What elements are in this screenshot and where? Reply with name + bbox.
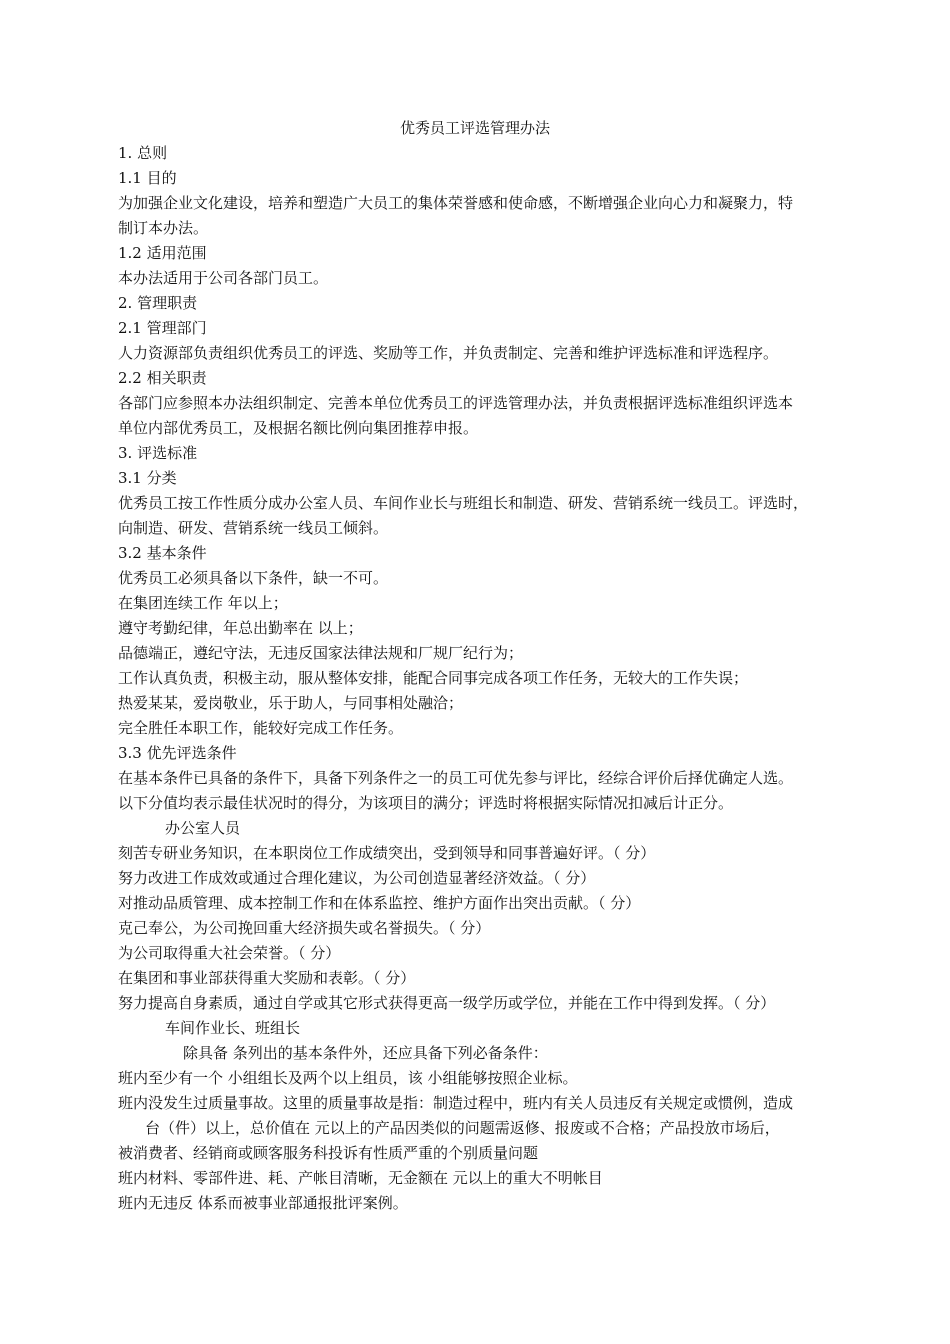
- list-item: 对推动品质管理、成本控制工作和在体系监控、维护方面作出突出贡献。（ 分）: [118, 894, 641, 912]
- list-item: 刻苦专研业务知识，在本职岗位工作成绩突出，受到领导和同事普遍好评。（ 分）: [118, 844, 656, 862]
- paragraph-line: 单位内部优秀员工，及根据名额比例向集团推荐申报。: [118, 419, 479, 437]
- paragraph-line: 本办法适用于公司各部门员工。: [118, 269, 329, 287]
- list-item: 品德端正，遵纪守法，无违反国家法律法规和厂规厂纪行为；: [118, 644, 524, 662]
- list-item: 在集团和事业部获得重大奖励和表彰。（ 分）: [118, 969, 416, 987]
- subsection-heading: 3.3 优先评选条件: [118, 744, 237, 762]
- subsection-heading: 2.2 相关职责: [118, 369, 207, 387]
- paragraph-line: 人力资源部负责组织优秀员工的评选、奖励等工作，并负责制定、完善和维护评选标准和评选程序。: [118, 344, 779, 362]
- list-item: 努力提高自身素质，通过自学或其它形式获得更高一级学历或学位，并能在工作中得到发挥。（ 分）: [118, 994, 776, 1012]
- subsection-heading: 1.2 适用范围: [118, 244, 207, 262]
- list-item: 克己奉公，为公司挽回重大经济损失或名誉损失。（ 分）: [118, 919, 491, 937]
- list-item: 为公司取得重大社会荣誉。（ 分）: [118, 944, 341, 962]
- paragraph-line: 优秀员工按工作性质分成办公室人员、车间作业长与班组长和制造、研发、营销系统一线员工。评选时，: [118, 494, 809, 512]
- document-title: 优秀员工评选管理办法: [399, 119, 550, 137]
- paragraph-line: 以下分值均表示最佳状况时的得分，为该项目的满分；评选时将根据实际情况扣减后计正分。: [118, 794, 734, 812]
- paragraph-line: 在基本条件已具备的条件下，具备下列条件之一的员工可优先参与评比，经综合评价后择优确定人选。: [118, 769, 794, 787]
- paragraph-line: 优秀员工必须具备以下条件，缺一不可。: [118, 569, 389, 587]
- list-item: 班内至少有一个 小组组长及两个以上组员，该 小组能够按照企业标。: [118, 1069, 578, 1087]
- list-item-continuation: 台（件）以上，总价值在 元以上的产品因类似的问题需返修、报废或不合格；产品投放市场后，: [145, 1119, 780, 1137]
- list-item: 工作认真负责，积极主动，服从整体安排，能配合同事完成各项工作任务，无较大的工作失误；: [118, 669, 749, 687]
- subsection-heading: 2.1 管理部门: [118, 319, 207, 337]
- list-item: 完全胜任本职工作，能较好完成工作任务。: [118, 719, 404, 737]
- category-heading: 车间作业长、班组长: [165, 1019, 301, 1037]
- list-item: 在集团连续工作 年以上；: [118, 594, 288, 612]
- list-item: 班内无违反 体系而被事业部通报批评案例。: [118, 1194, 408, 1212]
- list-item: 班内没发生过质量事故。这里的质量事故是指：制造过程中，班内有关人员违反有关规定或惯例，造成: [118, 1094, 794, 1112]
- subsection-heading: 1.1 目的: [118, 169, 177, 187]
- paragraph-line: 各部门应参照本办法组织制定、完善本单位优秀员工的评选管理办法，并负责根据评选标准组织评选本: [118, 394, 794, 412]
- section-heading: 2. 管理职责: [118, 294, 198, 312]
- paragraph-line: 制订本办法。: [118, 219, 209, 237]
- list-item: 遵守考勤纪律，年总出勤率在 以上；: [118, 619, 363, 637]
- paragraph-line: 为加强企业文化建设，培养和塑造广大员工的集体荣誉感和使命感，不断增强企业向心力和凝聚力，特: [118, 194, 794, 212]
- paragraph-line: 向制造、研发、营销系统一线员工倾斜。: [118, 519, 389, 537]
- list-item: 班内材料、零部件进、耗、产帐目清晰，无金额在 元以上的重大不明帐目: [118, 1169, 603, 1187]
- list-item-continuation: 被消费者、经销商或顾客服务科投诉有性质严重的个别质量问题: [118, 1144, 539, 1162]
- section-heading: 1. 总则: [118, 144, 168, 162]
- list-item: 努力改进工作成效或通过合理化建议，为公司创造显著经济效益。（ 分）: [118, 869, 596, 887]
- list-item: 热爱某某，爱岗敬业，乐于助人，与同事相处融洽；: [118, 694, 464, 712]
- subsection-heading: 3.2 基本条件: [118, 544, 207, 562]
- paragraph-line: 除具备 条列出的基本条件外，还应具备下列必备条件：: [183, 1044, 548, 1062]
- subsection-heading: 3.1 分类: [118, 469, 177, 487]
- section-heading: 3. 评选标准: [118, 444, 198, 462]
- category-heading: 办公室人员: [165, 819, 241, 837]
